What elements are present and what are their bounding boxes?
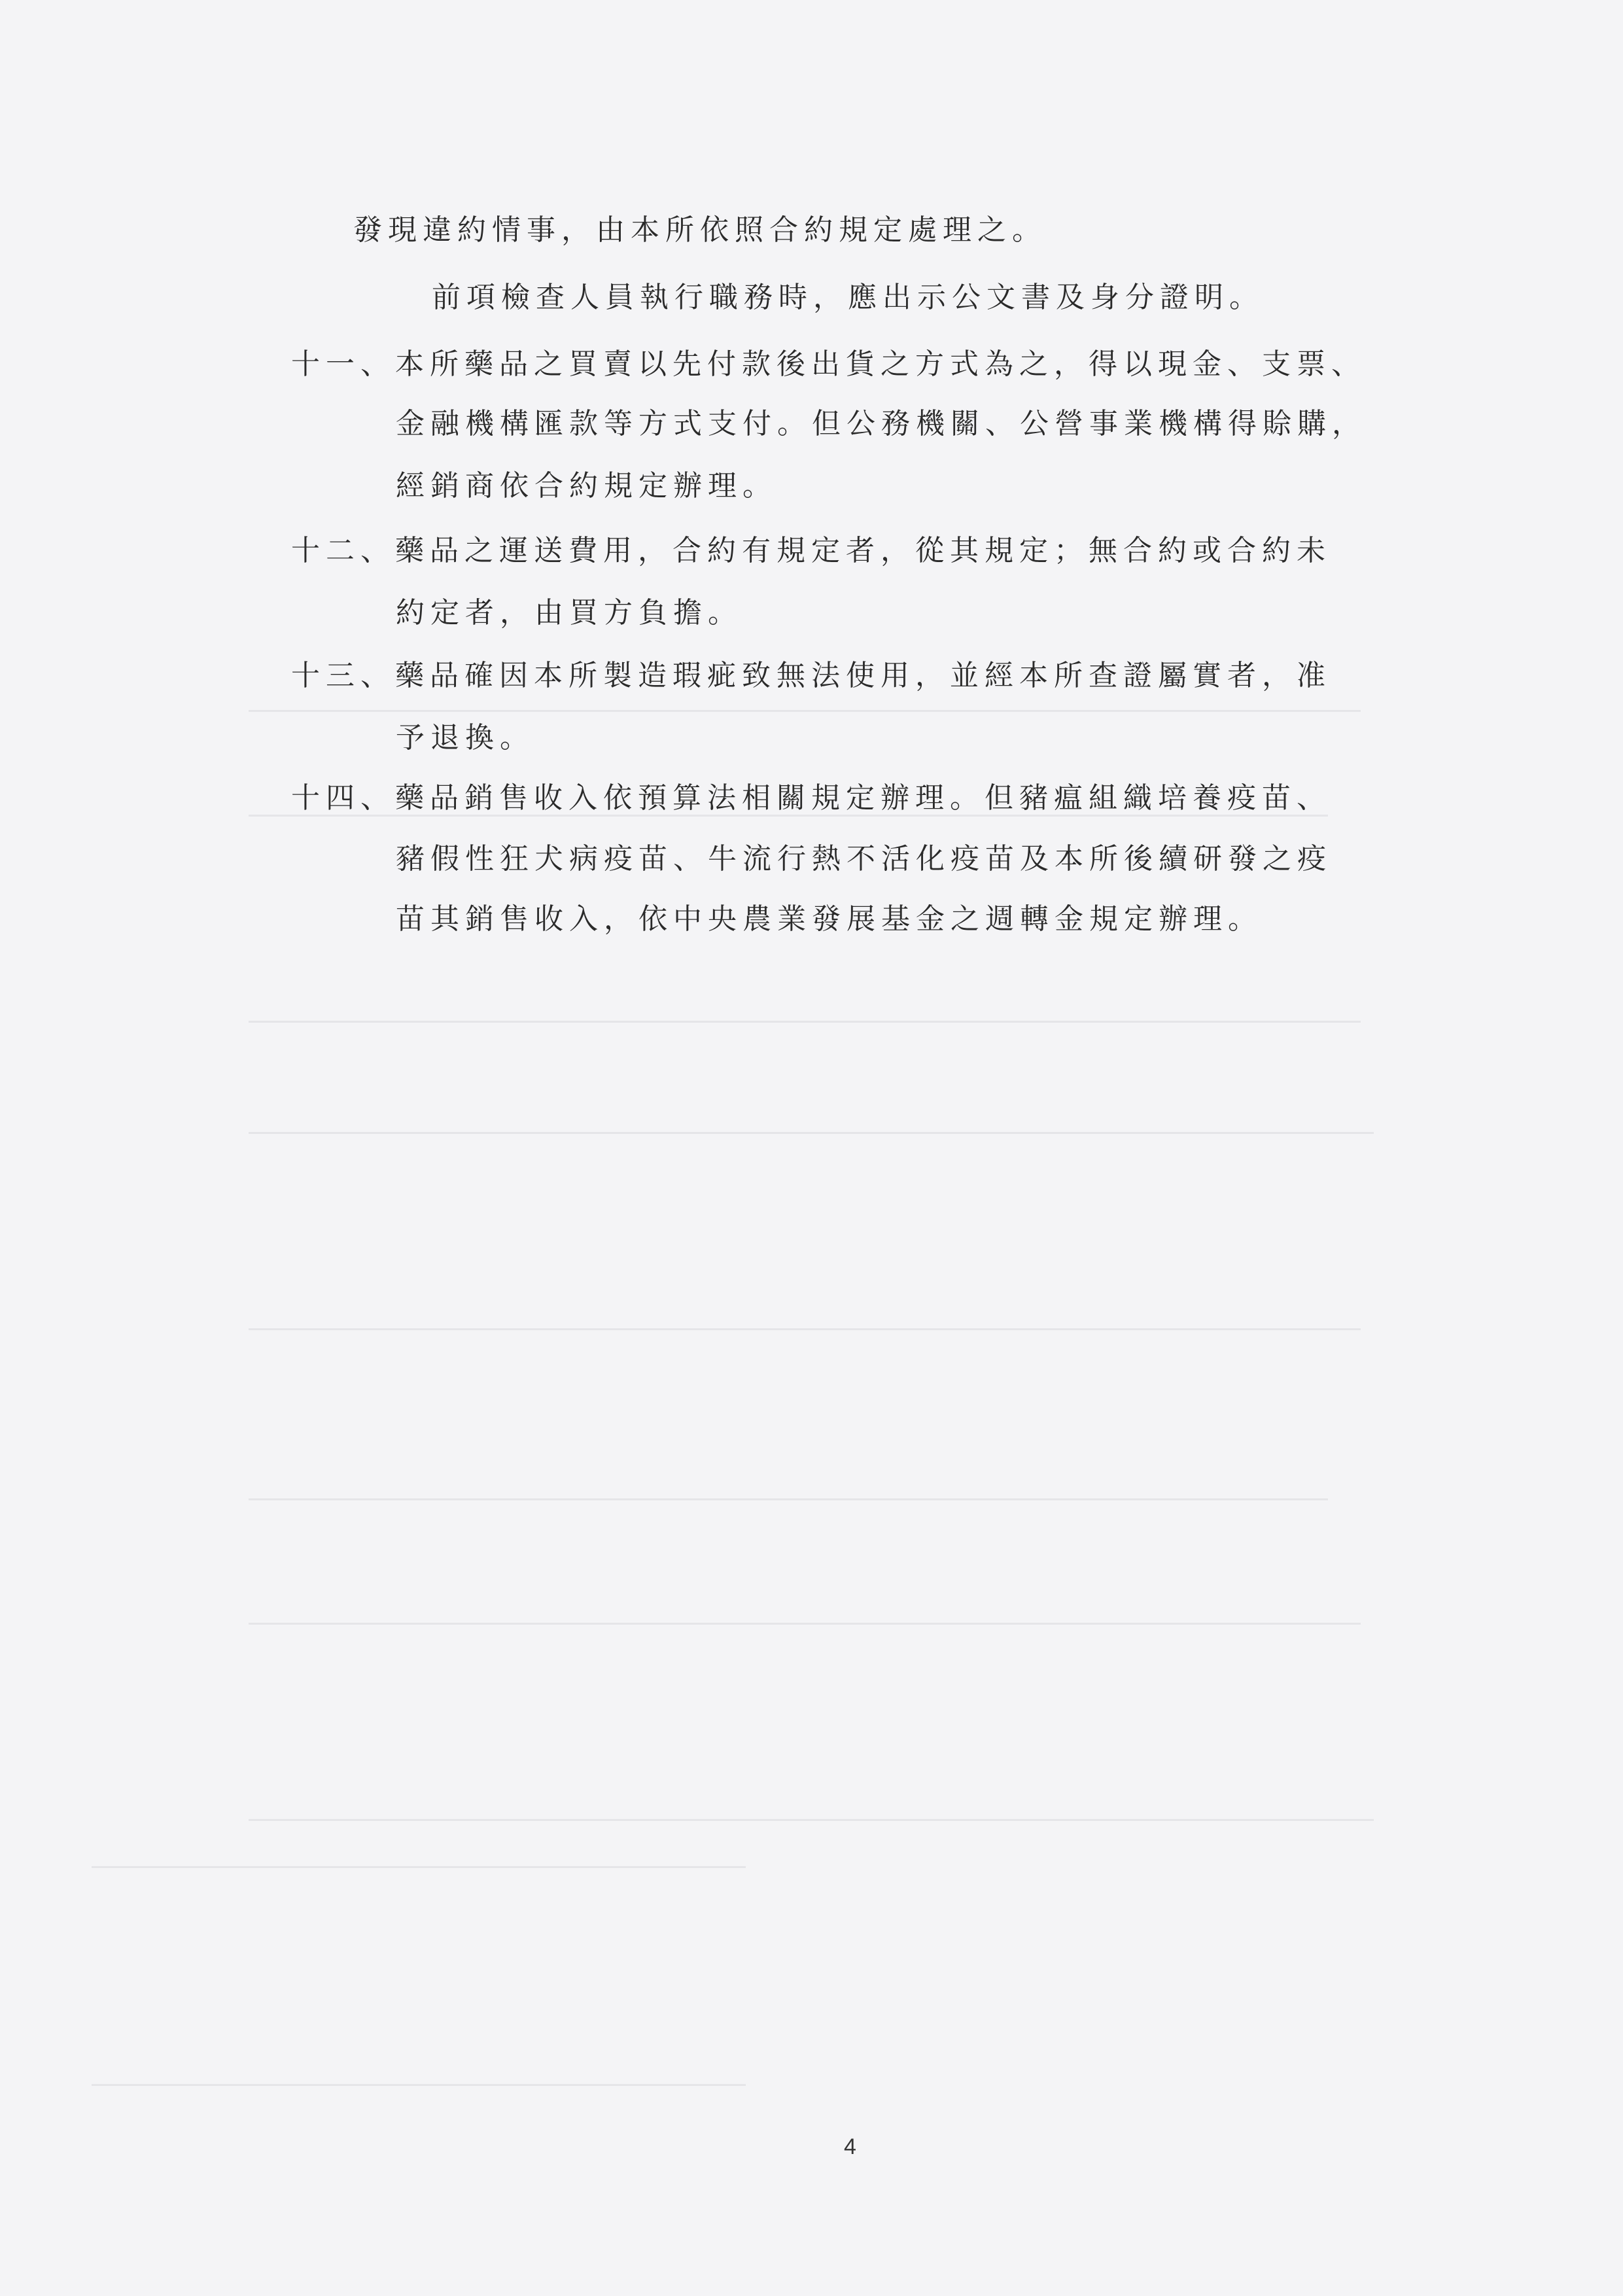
body-text-line: 發現違約情事，由本所依照合約規定處理之。 — [353, 213, 1047, 247]
body-text-line: 金融機構匯款等方式支付。但公務機關、公營事業機構得賒購， — [396, 407, 1367, 440]
body-text-line: 十三、藥品確因本所製造瑕疵致無法使用，並經本所查證屬實者，准 — [291, 659, 1331, 692]
bleed-through-mark — [249, 1819, 1374, 1821]
body-text-line: 予退換。 — [396, 721, 534, 754]
body-text-line: 十二、藥品之運送費用，合約有規定者，從其規定；無合約或合約未 — [291, 534, 1331, 567]
bleed-through-mark — [249, 1132, 1374, 1134]
bleed-through-mark — [249, 1498, 1328, 1500]
page-number: 4 — [844, 2134, 856, 2159]
bleed-through-mark — [249, 1623, 1361, 1625]
bleed-through-mark — [92, 1866, 746, 1868]
body-text-line: 經銷商依合約規定辦理。 — [396, 469, 777, 503]
body-text-line: 約定者，由買方負擔。 — [396, 596, 742, 629]
bleed-through-mark — [249, 710, 1361, 712]
bleed-through-mark — [249, 1328, 1361, 1330]
bleed-through-mark — [249, 1021, 1361, 1023]
body-text-line: 苗其銷售收入，依中央農業發展基金之週轉金規定辦理。 — [396, 902, 1263, 936]
body-text-line: 前項檢查人員執行職務時，應出示公文書及身分證明。 — [432, 281, 1264, 314]
body-text-line: 豬假性狂犬病疫苗、牛流行熱不活化疫苗及本所後續研發之疫 — [396, 842, 1332, 875]
body-text-line: 十一、本所藥品之買賣以先付款後出貨之方式為之，得以現金、支票、 — [291, 347, 1366, 381]
bleed-through-mark — [92, 2084, 746, 2086]
body-text-line: 十四、藥品銷售收入依預算法相關規定辦理。但豬瘟組織培養疫苗、 — [291, 781, 1331, 815]
